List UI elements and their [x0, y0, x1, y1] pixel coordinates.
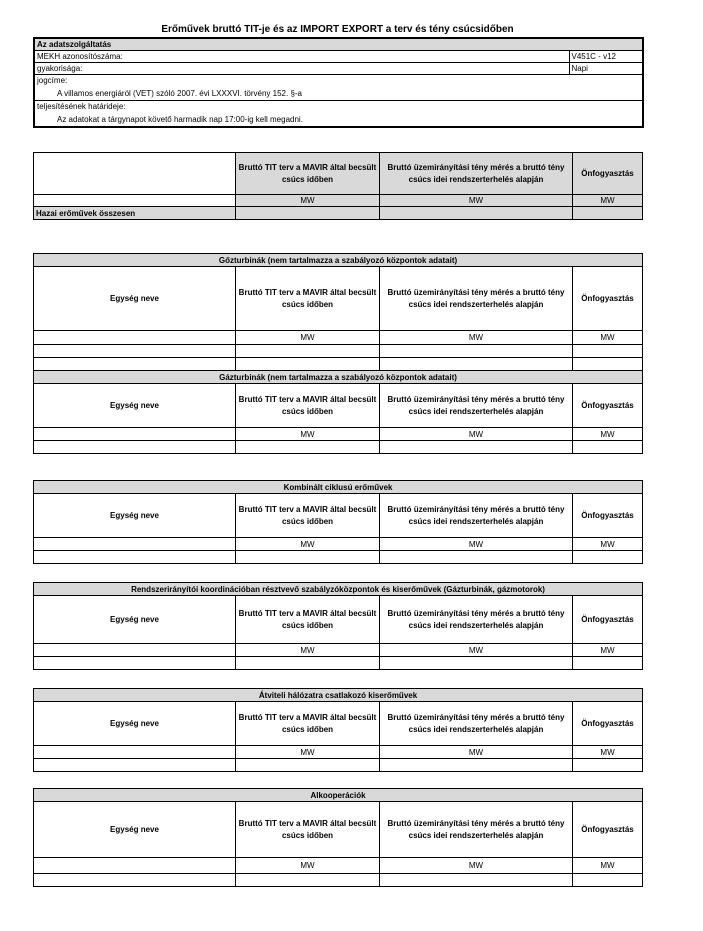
section-title-coordination: Rendszerirányítói koordinációban résztvevő szabályzóközpontok és kiserőművek (Gázturbinák, gázmotorok) — [34, 583, 643, 596]
col-tit-header: Bruttó TIT terv a MAVIR által becsült csúcs időben — [236, 494, 380, 538]
unit-blank-cell — [34, 858, 236, 874]
col-measured-header: Bruttó üzemirányítási tény mérés a bruttó tény csúcs idei rendszerterhelés alapján — [380, 596, 573, 644]
unit-label: MW — [380, 858, 573, 874]
col-measured-header: Bruttó üzemirányítási tény mérés a bruttó tény csúcs idei rendszerterhelés alapján — [380, 153, 573, 195]
unit-label: MW — [380, 331, 573, 345]
section-title-transmission: Átviteli hálózatra csatlakozó kiserőművek — [34, 689, 643, 702]
unit-label: MW — [573, 428, 643, 441]
unit-label: MW — [380, 746, 573, 759]
col-unit-name-header: Egység neve — [34, 267, 236, 331]
mekh-label: MEKH azonosítószáma: — [34, 51, 569, 63]
data-cell[interactable] — [380, 358, 573, 371]
unit-label: MW — [236, 538, 380, 551]
col-unit-name-header: Egység neve — [34, 494, 236, 538]
data-cell[interactable] — [380, 657, 573, 670]
data-cell[interactable] — [236, 759, 380, 772]
data-cell[interactable] — [380, 759, 573, 772]
data-cell[interactable] — [573, 551, 643, 564]
data-cell[interactable] — [380, 551, 573, 564]
unit-label: MW — [236, 195, 380, 207]
summary-cell[interactable] — [573, 207, 643, 220]
unit-label: MW — [380, 538, 573, 551]
service-label: Az adatszolgáltatás — [34, 38, 643, 51]
section-coordination-table — [33, 582, 643, 670]
col-selfuse-header: Önfogyasztás — [573, 267, 643, 331]
summary-row-label: Hazai erőművek összesen — [34, 207, 236, 220]
data-cell[interactable] — [573, 345, 643, 358]
summary-cell[interactable] — [380, 207, 573, 220]
legal-value: A villamos energiáról (VET) szóló 2007. évi LXXXVI. törvény 152. §-a — [34, 86, 643, 101]
col-unit-name-header: Egység neve — [34, 802, 236, 858]
section-title-steam: Gőzturbinák (nem tartalmazza a szabályozó központok adatait) — [34, 254, 643, 267]
col-tit-header: Bruttó TIT terv a MAVIR által becsült csúcs időben — [236, 802, 380, 858]
col-selfuse-header: Önfogyasztás — [573, 802, 643, 858]
section-alcooperation-table — [33, 788, 643, 887]
section-steam-gas-table — [33, 253, 643, 454]
col-measured-header: Bruttó üzemirányítási tény mérés a bruttó tény csúcs idei rendszerterhelés alapján — [380, 802, 573, 858]
unit-label: MW — [380, 644, 573, 657]
col-selfuse-header: Önfogyasztás — [573, 494, 643, 538]
unit-label: MW — [380, 195, 573, 207]
data-cell[interactable] — [573, 874, 643, 887]
col-tit-header: Bruttó TIT terv a MAVIR által becsült csúcs időben — [236, 384, 380, 428]
data-cell[interactable] — [34, 759, 236, 772]
col-selfuse-header: Önfogyasztás — [573, 596, 643, 644]
data-cell[interactable] — [34, 657, 236, 670]
unit-blank-cell — [34, 428, 236, 441]
data-cell[interactable] — [236, 657, 380, 670]
col-unit-name-header: Egység neve — [34, 702, 236, 746]
data-cell[interactable] — [34, 874, 236, 887]
section-title-combined: Kombinált ciklusú erőművek — [34, 481, 643, 494]
unit-label: MW — [236, 746, 380, 759]
unit-label: MW — [573, 331, 643, 345]
col-selfuse-header: Önfogyasztás — [573, 384, 643, 428]
col-measured-header: Bruttó üzemirányítási tény mérés a bruttó tény csúcs idei rendszerterhelés alapján — [380, 494, 573, 538]
unit-blank-cell — [34, 195, 236, 207]
unit-label: MW — [573, 195, 643, 207]
mekh-value: V451C - v12 — [569, 51, 643, 63]
data-cell[interactable] — [573, 358, 643, 371]
data-cell[interactable] — [34, 551, 236, 564]
col-tit-header: Bruttó TIT terv a MAVIR által becsült csúcs időben — [236, 596, 380, 644]
unit-label: MW — [236, 858, 380, 874]
data-cell[interactable] — [573, 441, 643, 454]
section-title-alcooperation: Alkooperációk — [34, 789, 643, 802]
service-info-table — [33, 37, 644, 128]
data-cell[interactable] — [34, 345, 236, 358]
data-cell[interactable] — [236, 441, 380, 454]
col-selfuse-header: Önfogyasztás — [573, 153, 643, 195]
section-title-gas: Gázturbinák (nem tartalmazza a szabályozó központok adatait) — [34, 371, 643, 384]
frequency-value: Napi — [569, 63, 643, 75]
col-selfuse-header: Önfogyasztás — [573, 702, 643, 746]
data-cell[interactable] — [236, 345, 380, 358]
col-unit-name-header: Egység neve — [34, 596, 236, 644]
col-tit-header: Bruttó TIT terv a MAVIR által becsült csúcs időben — [236, 702, 380, 746]
data-cell[interactable] — [380, 441, 573, 454]
unit-blank-cell — [34, 746, 236, 759]
col-tit-header: Bruttó TIT terv a MAVIR által becsült csúcs időben — [236, 267, 380, 331]
data-cell[interactable] — [236, 551, 380, 564]
unit-blank-cell — [34, 538, 236, 551]
unit-label: MW — [573, 644, 643, 657]
document-title: Erőművek bruttó TIT-je és az IMPORT EXPORT a terv és tény csúcsidőben — [161, 24, 514, 35]
summary-cell[interactable] — [236, 207, 380, 220]
summary-corner-cell — [34, 153, 236, 195]
unit-label: MW — [236, 331, 380, 345]
frequency-label: gyakorisága: — [34, 63, 569, 75]
section-combined-cycle-table — [33, 480, 643, 564]
unit-label: MW — [236, 644, 380, 657]
data-cell[interactable] — [380, 345, 573, 358]
unit-blank-cell — [34, 644, 236, 657]
data-cell[interactable] — [380, 874, 573, 887]
data-cell[interactable] — [34, 441, 236, 454]
col-measured-header: Bruttó üzemirányítási tény mérés a bruttó tény csúcs idei rendszerterhelés alapján — [380, 384, 573, 428]
summary-table — [33, 152, 643, 220]
col-unit-name-header: Egység neve — [34, 384, 236, 428]
data-cell[interactable] — [34, 358, 236, 371]
unit-label: MW — [380, 428, 573, 441]
col-tit-header: Bruttó TIT terv a MAVIR által becsült csúcs időben — [236, 153, 380, 195]
deadline-value: Az adatokat a tárgynapot követő harmadik nap 17:00-ig kell megadni. — [34, 112, 643, 127]
section-transmission-table — [33, 688, 643, 772]
data-cell[interactable] — [236, 874, 380, 887]
data-cell[interactable] — [573, 657, 643, 670]
unit-blank-cell — [34, 331, 236, 345]
unit-label: MW — [236, 428, 380, 441]
unit-label: MW — [573, 858, 643, 874]
col-measured-header: Bruttó üzemirányítási tény mérés a bruttó tény csúcs idei rendszerterhelés alapján — [380, 267, 573, 331]
data-cell[interactable] — [573, 759, 643, 772]
data-cell[interactable] — [236, 358, 380, 371]
legal-label: jogcíme: — [34, 75, 643, 87]
unit-label: MW — [573, 538, 643, 551]
col-measured-header: Bruttó üzemirányítási tény mérés a bruttó tény csúcs idei rendszerterhelés alapján — [380, 702, 573, 746]
unit-label: MW — [573, 746, 643, 759]
deadline-label: teljesítésének határideje: — [34, 101, 643, 113]
